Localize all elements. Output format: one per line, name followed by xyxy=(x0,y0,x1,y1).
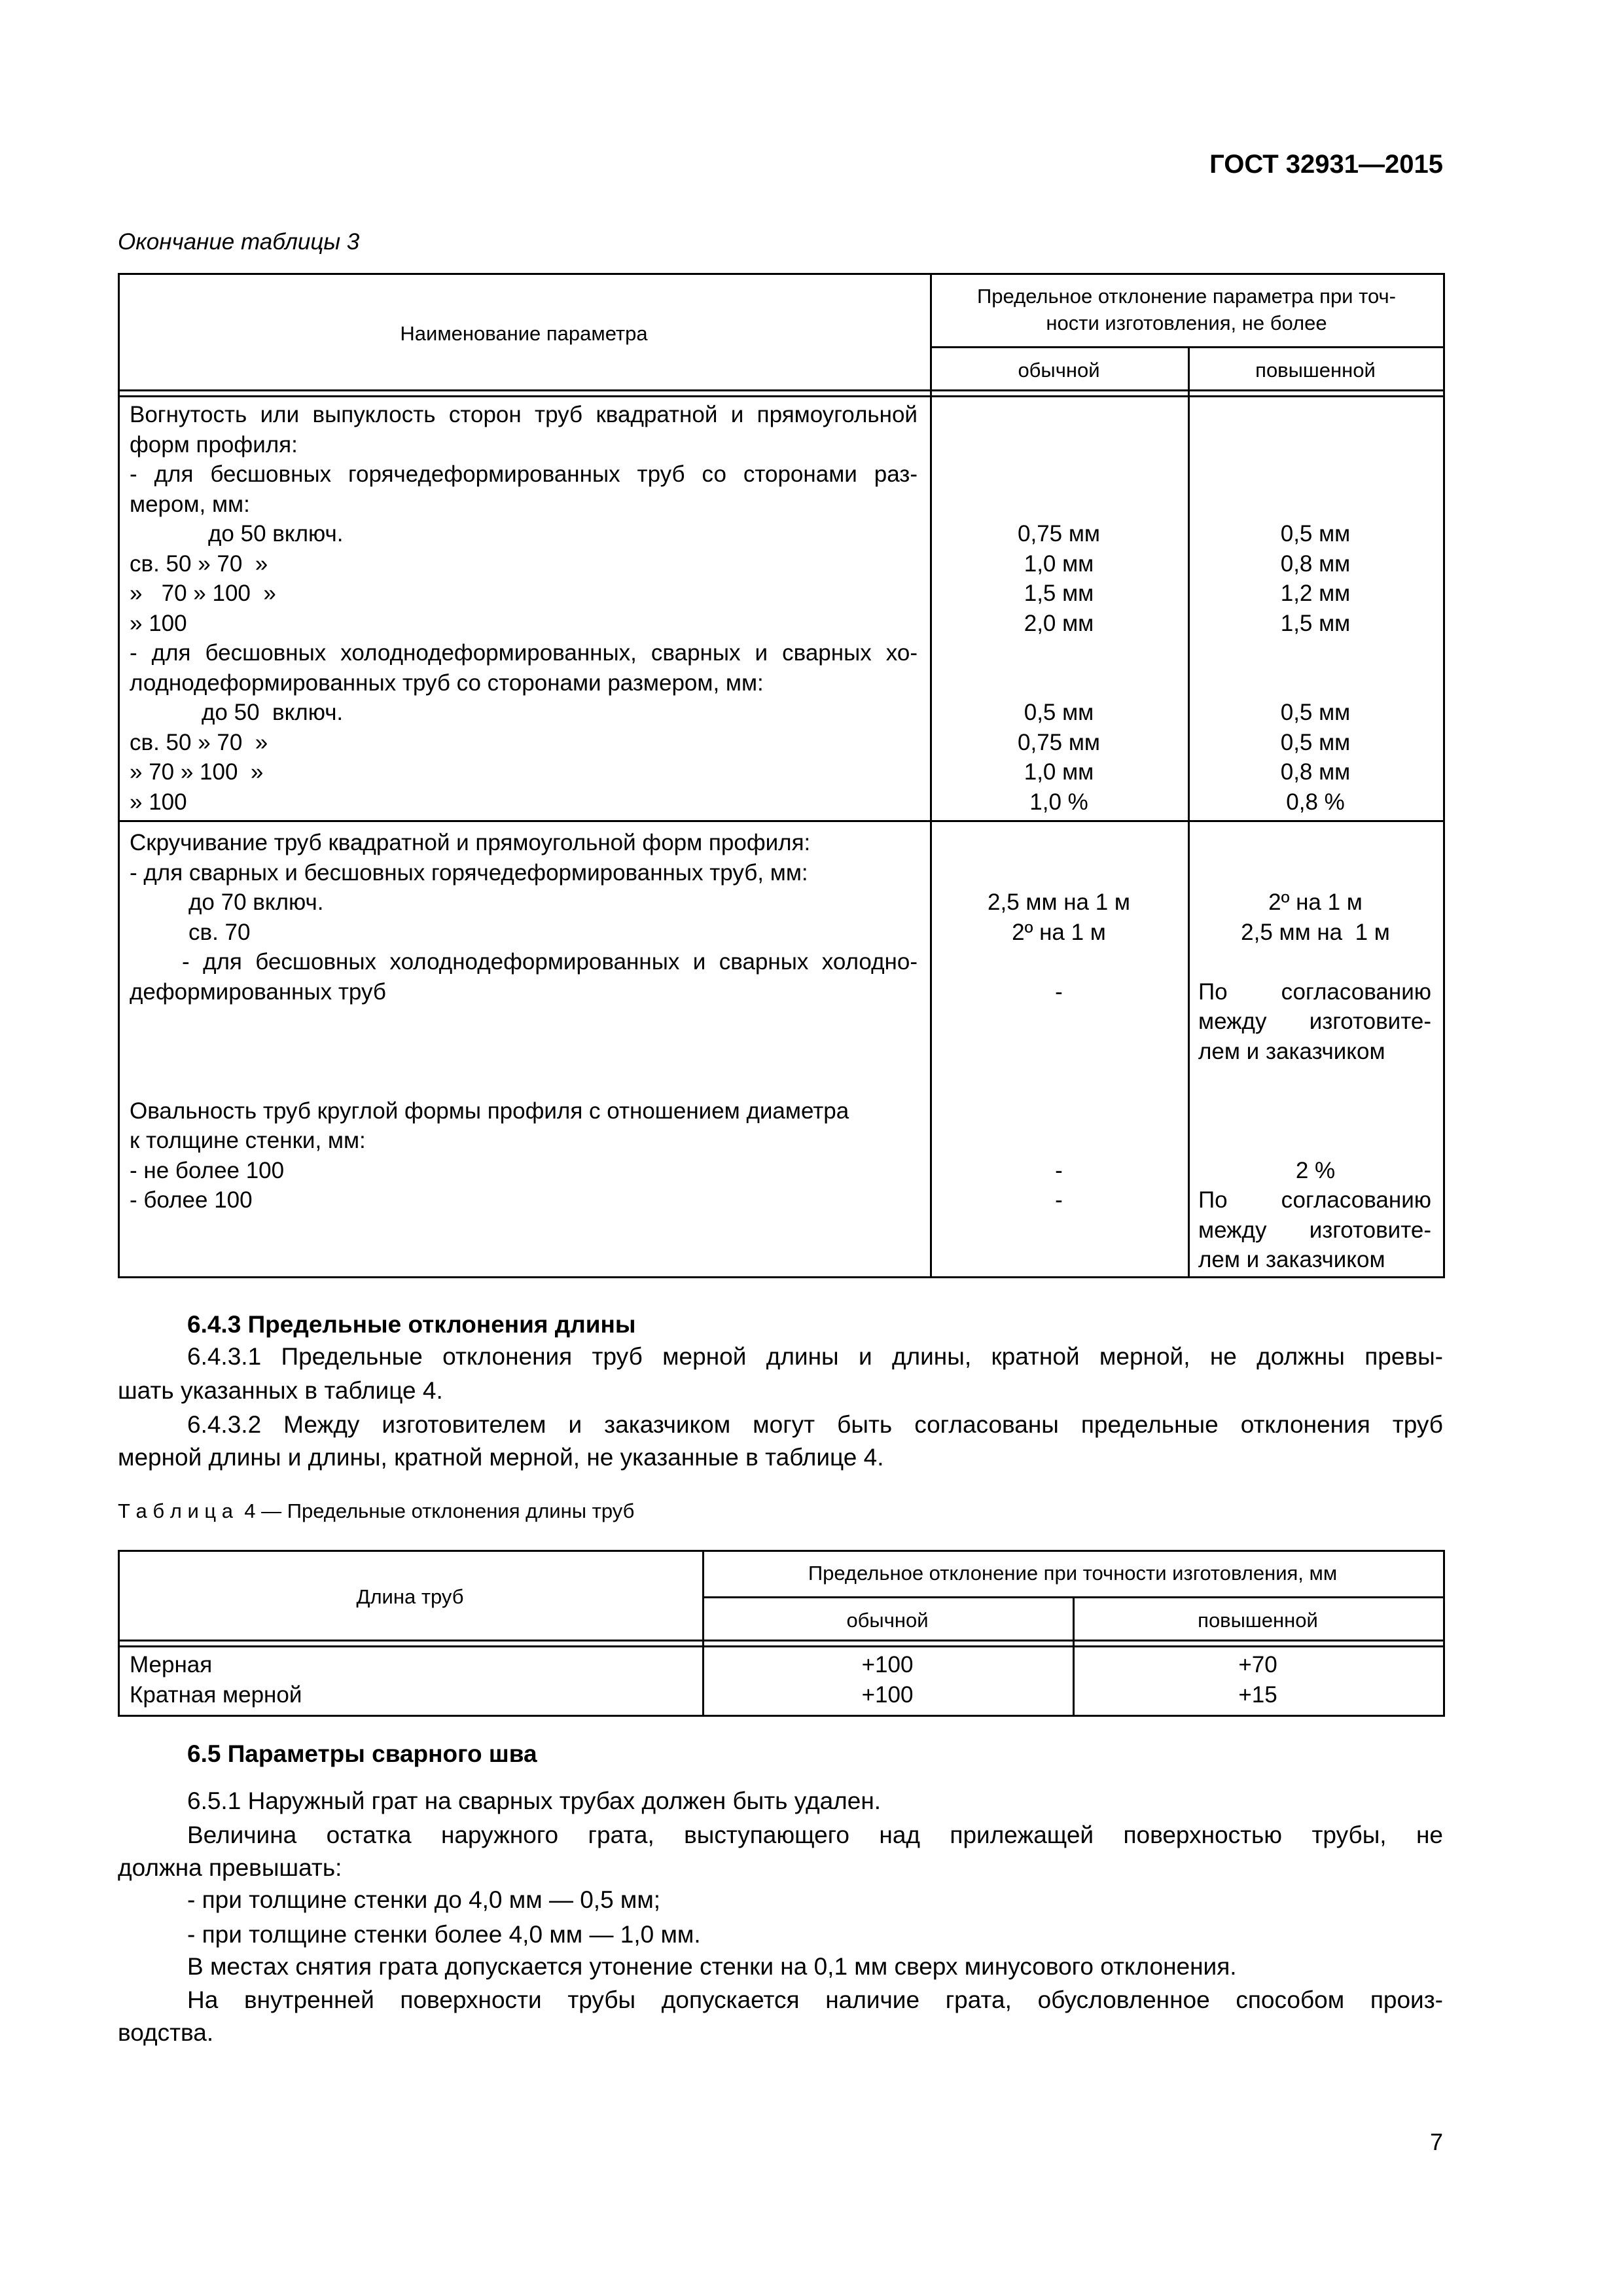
paragraph-line: - при толщине стенки до 4,0 мм — 0,5 мм; xyxy=(187,1886,661,1913)
parameter-text: - более 100 xyxy=(130,1187,253,1213)
normal-value: 2,5 мм на 1 м xyxy=(988,889,1130,915)
table4-header-rule xyxy=(118,1640,1443,1641)
table4-header-rule xyxy=(118,1645,1443,1647)
paragraph-line: шать указанных в таблице 4. xyxy=(118,1376,443,1404)
table4-bottom-rule xyxy=(118,1715,1445,1717)
section-heading: 6.4.3 Предельные отклонения длины xyxy=(187,1310,636,1338)
parameter-text: » 100 xyxy=(130,789,187,815)
paragraph-line: 6.5.1 Наружный грат на сварных трубах должен быть удален. xyxy=(187,1787,882,1814)
parameter-text: до 50 включ. xyxy=(208,521,344,547)
normal-value: 0,75 мм xyxy=(1018,521,1100,547)
column-header: обычной xyxy=(1018,359,1100,382)
parameter-text: лоднодеформированных труб со сторонами размером, мм: xyxy=(130,670,764,696)
increased-value: По согласованию xyxy=(1198,1187,1431,1213)
increased-value: 0,8 мм xyxy=(1280,759,1351,785)
table3-bottom-rule xyxy=(118,1276,1445,1278)
parameter-text: » 70 » 100 » xyxy=(130,581,276,606)
parameter-text: до 50 включ. xyxy=(202,700,344,725)
table3-right-rule xyxy=(1443,273,1445,1278)
table-caption: Т а б л и ц а 4 — Предельные отклонения длины труб xyxy=(118,1499,635,1522)
increased-value: лем и заказчиком xyxy=(1198,1247,1385,1272)
parameter-text: Овальность труб круглой формы профиля с отношением диаметра xyxy=(130,1098,849,1124)
increased-value: 2 % xyxy=(1295,1157,1336,1183)
parameter-text: св. 50 » 70 » xyxy=(130,550,268,577)
parameter-text: форм профиля: xyxy=(130,431,298,457)
normal-value: 1,0 мм xyxy=(1024,759,1094,785)
normal-value: 0,75 мм xyxy=(1018,729,1100,755)
increased-value: между изготовите- xyxy=(1198,1009,1431,1034)
parameter-text: до 70 включ. xyxy=(188,889,324,915)
table-caption: Окончание таблицы 3 xyxy=(118,229,360,255)
column-header: обычной xyxy=(846,1609,929,1632)
parameter-text: деформированных труб xyxy=(130,978,386,1005)
normal-value: - xyxy=(1055,1157,1063,1183)
document-id: ГОСТ 32931—2015 xyxy=(1209,150,1443,179)
normal-value: - xyxy=(1055,978,1063,1005)
increased-value: 0,5 мм xyxy=(1280,521,1351,547)
table4-top-rule xyxy=(118,1550,1443,1552)
increased-value: 0,5 мм xyxy=(1280,700,1351,725)
column-header: повышенной xyxy=(1198,1609,1318,1632)
parameter-text: мером, мм: xyxy=(130,491,250,517)
increased-value: 0,5 мм xyxy=(1280,729,1351,755)
parameter-text: - для бесшовных холоднодеформированных, сварных и сварных хо- xyxy=(130,640,918,666)
increased-value: 1,2 мм xyxy=(1280,581,1351,606)
parameter-text: св. 50 » 70 » xyxy=(130,729,268,755)
normal-value: 1,5 мм xyxy=(1024,581,1094,606)
column-header: ности изготовления, не более xyxy=(1046,312,1327,334)
paragraph-line: мерной длины и длины, кратной мерной, не указанные в таблице 4. xyxy=(118,1443,884,1471)
parameter-text: - не более 100 xyxy=(130,1157,285,1183)
table4-left-rule xyxy=(118,1550,120,1717)
increased-value: между изготовите- xyxy=(1198,1217,1431,1243)
paragraph-line: Величина остатка наружного грата, выступающего над прилежащей поверхностью трубы, не xyxy=(187,1821,1443,1848)
parameter-text: - для бесшовных горячедеформированных труб со сторонами раз- xyxy=(130,461,918,487)
row-label: Кратная мерной xyxy=(130,1681,302,1708)
normal-value: +100 xyxy=(861,1681,914,1708)
column-header: Длина труб xyxy=(356,1585,464,1608)
parameter-text: » 70 » 100 » xyxy=(130,759,264,785)
table3-subheader-rule xyxy=(930,346,1443,348)
increased-value: 0,8 мм xyxy=(1280,550,1351,577)
increased-value: +15 xyxy=(1238,1681,1277,1708)
parameter-text: » 100 xyxy=(130,610,187,636)
paragraph-line: 6.4.3.2 Между изготовителем и заказчиком могут быть согласованы предельные отклонения труб xyxy=(187,1410,1443,1438)
paragraph-line: В местах снятия грата допускается утонение стенки на 0,1 мм сверх минусового отклонения. xyxy=(187,1952,1237,1980)
increased-value: 1,5 мм xyxy=(1280,610,1351,636)
increased-value: 2,5 мм на 1 м xyxy=(1241,919,1390,945)
table3-left-rule xyxy=(118,273,120,1278)
column-header: Предельное отклонение при точности изготовления, мм xyxy=(808,1562,1338,1585)
table3-top-rule xyxy=(118,273,1443,275)
normal-value: 0,5 мм xyxy=(1024,700,1094,725)
paragraph-line: На внутренней поверхности трубы допускается наличие грата, обусловленное способом произ- xyxy=(187,1986,1443,2013)
normal-value: +100 xyxy=(861,1652,914,1677)
normal-value: 2º на 1 м xyxy=(1012,919,1106,945)
row-label: Мерная xyxy=(130,1652,213,1677)
normal-value: - xyxy=(1055,1187,1063,1213)
parameter-text: Вогнутость или выпуклость сторон труб квадратной и прямоугольной xyxy=(130,402,918,427)
column-header: повышенной xyxy=(1255,359,1376,382)
paragraph-line: должна превышать: xyxy=(118,1854,342,1881)
table3-row-rule xyxy=(118,820,1443,822)
paragraph-line: водства. xyxy=(118,2018,214,2046)
paragraph-line: - при толщине стенки более 4,0 мм — 1,0 мм. xyxy=(187,1920,701,1948)
table4-right-rule xyxy=(1443,1550,1445,1717)
column-header: Наименование параметра xyxy=(400,322,648,345)
table3-header-rule xyxy=(118,389,1443,391)
increased-value: 2º на 1 м xyxy=(1268,889,1363,915)
parameter-text: Скручивание труб квадратной и прямоугольной форм профиля: xyxy=(130,830,811,855)
normal-value: 1,0 % xyxy=(1029,789,1088,815)
increased-value: По согласованию xyxy=(1198,978,1431,1005)
increased-value: 0,8 % xyxy=(1286,789,1345,815)
normal-value: 2,0 мм xyxy=(1024,610,1094,636)
table3-header-rule xyxy=(118,395,1443,397)
increased-value: лем и заказчиком xyxy=(1198,1038,1385,1064)
increased-value: +70 xyxy=(1238,1652,1277,1677)
parameter-text: св. 70 xyxy=(188,919,251,945)
parameter-text: - для сварных и бесшовных горячедеформированных труб, мм: xyxy=(130,859,808,886)
column-header: Предельное отклонение параметра при точ- xyxy=(977,285,1396,308)
page-number: 7 xyxy=(1429,2128,1443,2155)
paragraph-line: 6.4.3.1 Предельные отклонения труб мерной длины и длины, кратной мерной, не должны превы- xyxy=(187,1342,1443,1370)
normal-value: 1,0 мм xyxy=(1024,550,1094,577)
section-heading: 6.5 Параметры сварного шва xyxy=(187,1740,537,1767)
parameter-text: - для бесшовных холоднодеформированных и сварных холодно- xyxy=(182,949,918,975)
parameter-text: к толщине стенки, мм: xyxy=(130,1128,366,1153)
